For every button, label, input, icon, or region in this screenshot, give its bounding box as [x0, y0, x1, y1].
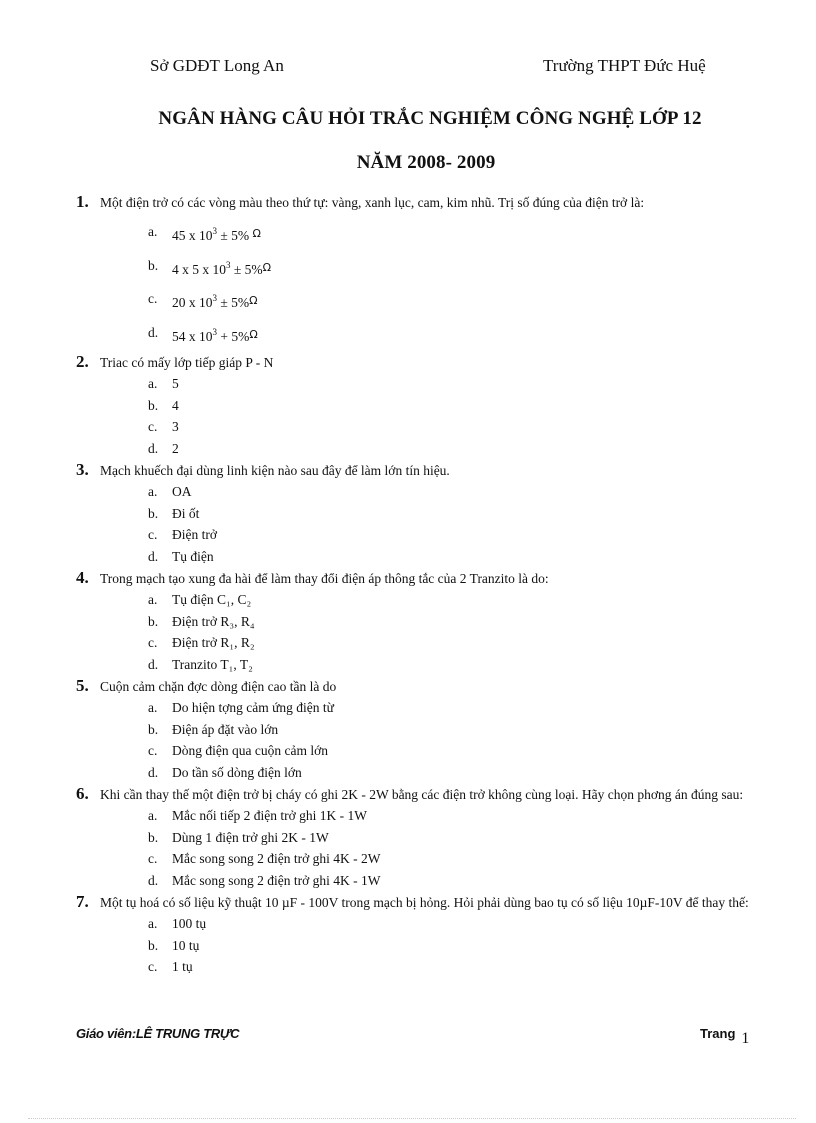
option-letter: b.	[148, 397, 159, 413]
option-list	[0, 805, 816, 891]
question-item	[0, 352, 816, 459]
option-letter: a.	[148, 484, 158, 499]
option-letter: c.	[148, 851, 158, 866]
option-list	[0, 217, 816, 351]
option-letter: c.	[148, 959, 158, 974]
option-letter: b.	[148, 613, 159, 629]
option-letter: c.	[148, 527, 158, 542]
option-list	[0, 373, 816, 459]
question-number: 5.	[76, 676, 89, 695]
page-indicator	[700, 1026, 749, 1048]
option-letter: d.	[148, 440, 159, 456]
option-text: Tranzito T₁, T₂	[172, 656, 253, 672]
answer-option	[0, 762, 816, 784]
question-stem	[0, 192, 816, 213]
answer-option	[0, 318, 816, 352]
option-text: Đi ốt	[172, 505, 200, 521]
option-letter: a.	[148, 700, 158, 715]
option-text: 4	[172, 397, 179, 413]
option-letter: b.	[148, 721, 159, 737]
option-text: Điện trở	[172, 527, 218, 542]
question-number: 1.	[76, 192, 89, 211]
answer-option	[0, 805, 816, 827]
option-list	[0, 697, 816, 783]
answer-option	[0, 217, 816, 251]
option-letter: a.	[148, 376, 158, 391]
option-letter: d.	[148, 764, 159, 780]
option-text: Điện trở R₃, R₄	[172, 613, 255, 629]
option-list	[0, 589, 816, 675]
question-item	[0, 568, 816, 675]
option-text: 100 tụ	[172, 916, 207, 931]
answer-option	[0, 589, 816, 611]
option-value: 20 x 10	[172, 295, 213, 310]
question-text: Triac có mấy lớp tiếp giáp P - N	[100, 355, 274, 370]
option-value: 45 x 10	[172, 228, 213, 243]
option-letter: a.	[148, 592, 158, 607]
option-exponent: 3	[212, 226, 217, 236]
answer-option	[0, 284, 816, 318]
answer-option	[0, 438, 816, 460]
option-letter: c.	[148, 291, 158, 306]
answer-option	[0, 956, 816, 978]
option-value: 4 x 5 x 10	[172, 261, 226, 277]
page-header	[0, 56, 816, 80]
teacher-name: Giáo viên:LÊ TRUNG TRỰC	[76, 1026, 240, 1041]
option-tolerance: ± 5%	[230, 261, 263, 277]
question-number: 4.	[76, 568, 89, 587]
option-letter: d.	[148, 656, 159, 672]
option-text: OA	[172, 484, 192, 499]
option-letter: d.	[148, 324, 159, 340]
school-name: Trường THPT Đức Huệ	[543, 56, 706, 75]
question-list	[0, 192, 816, 978]
option-text: 2	[172, 440, 179, 456]
option-text: Điện áp đặt vào lớn	[172, 721, 279, 737]
question-stem	[0, 676, 816, 697]
option-text: Dòng điện qua cuộn cảm lớn	[172, 743, 328, 758]
option-text: Do hiện tợng cảm ứng điện từ	[172, 700, 334, 715]
answer-option	[0, 935, 816, 957]
answer-option	[0, 546, 816, 568]
option-text: Mắc song song 2 điện trở ghi 4K - 2W	[172, 851, 381, 866]
option-exponent: 3	[212, 293, 217, 303]
answer-option	[0, 373, 816, 395]
option-text: Dùng 1 điện trở ghi 2K - 1W	[172, 829, 329, 845]
answer-option	[0, 740, 816, 762]
question-text: Một tụ hoá có số liệu kỹ thuật 10 µF - 100V trong mạch bị hỏng. Hỏi phải dùng bao tụ có số liệu 10µF-10V để thay thế:	[100, 895, 749, 910]
page-label: Trang	[700, 1026, 736, 1041]
option-letter: a.	[148, 916, 158, 931]
answer-option	[0, 481, 816, 503]
option-letter: d.	[148, 548, 159, 564]
option-text: Mắc nối tiếp 2 điện trở ghi 1K - 1W	[172, 808, 367, 823]
question-stem	[0, 784, 816, 805]
option-letter: b.	[148, 829, 159, 845]
ohm-unit: Ω	[249, 327, 258, 341]
question-stem	[0, 568, 816, 589]
question-stem	[0, 460, 816, 481]
page-number: 1	[741, 1030, 750, 1047]
answer-option	[0, 632, 816, 654]
option-letter: c.	[148, 743, 158, 758]
question-item	[0, 784, 816, 891]
ohm-unit: Ω	[262, 260, 272, 274]
option-tolerance: + 5%	[217, 328, 250, 344]
answer-option	[0, 654, 816, 676]
page-footer	[0, 1024, 816, 1048]
option-text: 1 tụ	[172, 959, 193, 974]
option-letter: b.	[148, 257, 159, 273]
option-letter: b.	[148, 937, 159, 953]
option-tolerance: ± 5%	[217, 295, 250, 310]
document-title: NGÂN HÀNG CÂU HỎI TRẮC NGHIỆM CÔNG NGHỆ LỚP 12	[158, 108, 702, 129]
ohm-unit: Ω	[252, 227, 261, 240]
answer-option	[0, 848, 816, 870]
answer-option	[0, 827, 816, 849]
answer-option	[0, 697, 816, 719]
option-letter: c.	[148, 635, 158, 650]
answer-option	[0, 870, 816, 892]
option-letter: a.	[148, 808, 158, 823]
question-text: Mạch khuếch đại dùng linh kiện nào sau đây để làm lớn tín hiệu.	[100, 463, 450, 478]
option-exponent: 3	[226, 259, 231, 270]
answer-option	[0, 913, 816, 935]
question-item	[0, 676, 816, 783]
option-text: Tụ điện	[172, 548, 214, 564]
option-letter: a.	[148, 224, 158, 239]
ohm-unit: Ω	[249, 294, 258, 307]
question-item	[0, 892, 816, 978]
option-text: 3	[172, 419, 179, 434]
document-year: NĂM 2008- 2009	[356, 152, 496, 173]
option-exponent: 3	[212, 326, 217, 337]
option-value: 54 x 10	[172, 328, 213, 344]
question-text: Khi cần thay thế một điện trở bị cháy có ghi 2K - 2W bằng các điện trở không cùng loại. Hãy chọn phơng án đúng sau:	[100, 787, 744, 802]
answer-option	[0, 503, 816, 525]
question-text: Trong mạch tạo xung đa hài để làm thay đổi điện áp thông tắc của 2 Tranzito là do:	[100, 571, 549, 586]
option-text: 10 tụ	[172, 937, 200, 953]
option-text: 5	[172, 376, 179, 391]
question-text: Cuộn cảm chặn đợc dòng điện cao tần là do	[100, 679, 337, 694]
department-name: Sở GDĐT Long An	[150, 56, 284, 75]
option-list	[0, 481, 816, 567]
option-text: Điện trở R₁, R₂	[172, 635, 255, 650]
option-list	[0, 913, 816, 978]
question-item	[0, 192, 816, 351]
question-text: Một điện trở có các vòng màu theo thứ tự: vàng, xanh lục, cam, kim nhũ. Trị số đúng của điện trở là:	[100, 195, 645, 210]
option-letter: d.	[148, 872, 159, 888]
option-letter: b.	[148, 505, 159, 521]
bottom-divider	[28, 1118, 796, 1119]
question-number: 2.	[76, 352, 89, 371]
question-number: 7.	[76, 892, 89, 911]
question-stem	[0, 352, 816, 373]
option-letter: c.	[148, 419, 158, 434]
question-number: 6.	[76, 784, 89, 803]
option-tolerance: ± 5%	[217, 228, 253, 243]
question-number: 3.	[76, 460, 89, 479]
answer-option	[0, 524, 816, 546]
question-item	[0, 460, 816, 567]
answer-option	[0, 719, 816, 741]
answer-option	[0, 611, 816, 633]
option-text: Mắc song song 2 điện trở ghi 4K - 1W	[172, 872, 381, 888]
option-text: Tụ điện C₁, C₂	[172, 592, 252, 607]
question-stem	[0, 892, 816, 913]
answer-option	[0, 251, 816, 285]
answer-option	[0, 395, 816, 417]
answer-option	[0, 416, 816, 438]
option-text: Do tần số dòng điện lớn	[172, 764, 302, 780]
